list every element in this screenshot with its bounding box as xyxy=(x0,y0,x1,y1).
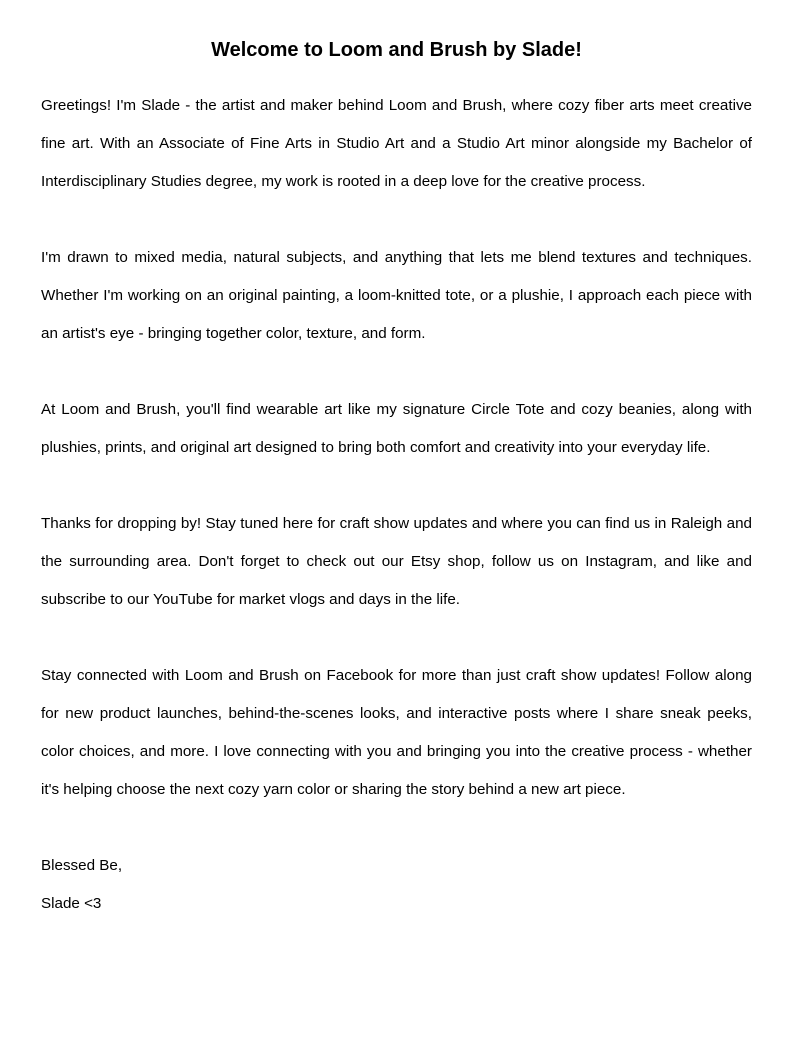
closing-salutation: Blessed Be, xyxy=(41,857,123,874)
paragraph-interests: I'm drawn to mixed media, natural subjects, and anything that lets me blend textures and techniques. Whether I'm working on an original painting, a loom-knitted tote, or a plushie, I approach each piece with an artist's eye - bringing together color, texture, and form. xyxy=(41,249,752,342)
paragraph-spacer xyxy=(41,353,752,391)
closing-block xyxy=(41,847,752,923)
paragraph-spacer xyxy=(41,809,752,847)
paragraph-updates: Thanks for dropping by! Stay tuned here for craft show updates and where you can find us in Raleigh and the surrounding area. Don't forget to check out our Etsy shop, follow us on Instagram, and like and subscribe to our YouTube for market vlogs and days in the life. xyxy=(41,515,752,608)
paragraph-spacer xyxy=(41,619,752,657)
paragraph-spacer xyxy=(41,467,752,505)
paragraph-greeting: Greetings! I'm Slade - the artist and maker behind Loom and Brush, where cozy fiber arts meet creative fine art. With an Associate of Fine Arts in Studio Art and a Studio Art minor alongside my Bachelor of Interdisciplinary Studies degree, my work is rooted in a deep love for the creative process. xyxy=(41,97,752,190)
paragraph-products: At Loom and Brush, you'll find wearable art like my signature Circle Tote and cozy beanies, along with plushies, prints, and original art designed to bring both comfort and creativity into your everyday life. xyxy=(41,401,752,456)
paragraph-facebook: Stay connected with Loom and Brush on Facebook for more than just craft show updates! Follow along for new product launches, behind-the-scenes looks, and interactive posts where I share sneak peeks, color choices, and more. I love connecting with you and bringing you into the creative process - whether it's helping choose the next cozy yarn color or sharing the story behind a new art piece. xyxy=(41,667,752,798)
document-title: Welcome to Loom and Brush by Slade! xyxy=(211,39,582,61)
paragraph-spacer xyxy=(41,201,752,239)
closing-signature: Slade <3 xyxy=(41,895,102,912)
